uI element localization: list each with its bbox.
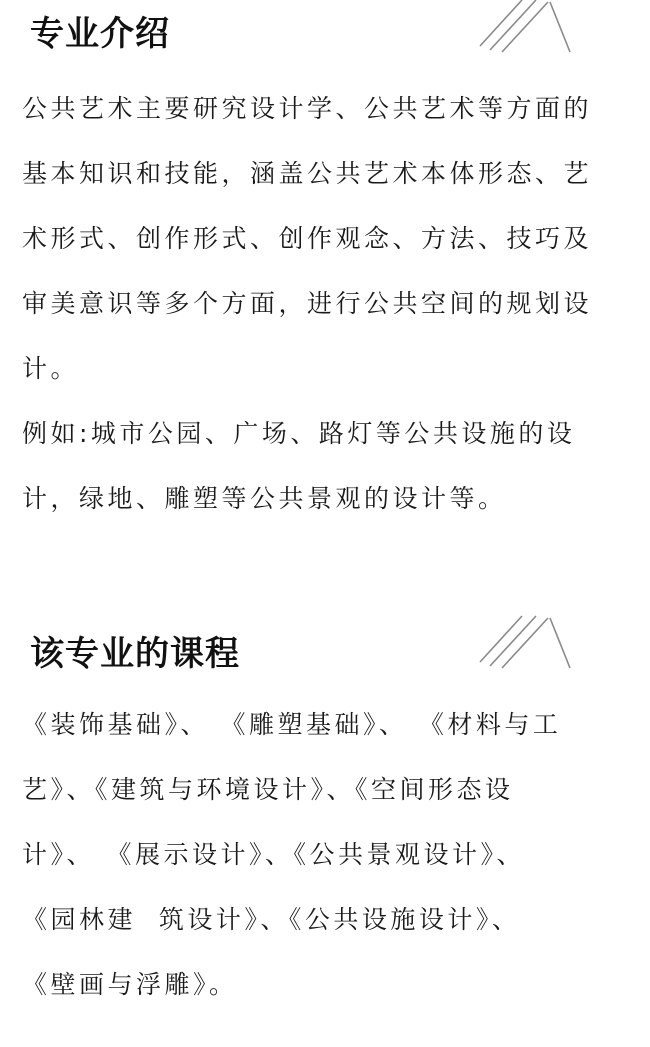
courses-heading: 该专业的课程: [30, 634, 240, 674]
intro-line-3: 术形式、创作形式、创作观念、方法、技巧及: [22, 224, 593, 253]
intro-line-2: 基本知识和技能，涵盖公共艺术本体形态、艺: [22, 159, 593, 188]
courses-line-5: 《壁画与浮雕》。: [22, 970, 238, 999]
courses-paragraph: [22, 692, 632, 1017]
diagonal-lines-decoration-icon: [478, 0, 578, 56]
intro-line-1: 公共艺术主要研究设计学、公共艺术等方面的: [22, 94, 593, 123]
intro-heading: 专业介绍: [30, 14, 170, 54]
intro-paragraph: [22, 76, 632, 531]
diagonal-lines-decoration-icon: [478, 612, 578, 672]
courses-section: [0, 600, 650, 1040]
intro-line-5: 计。: [22, 354, 80, 383]
intro-line-7: 计，绿地、雕塑等公共景观的设计等。: [22, 484, 507, 513]
courses-line-3: 计》、 《展示设计》、《公共景观设计》、: [22, 840, 525, 869]
courses-line-2: 艺》、《建筑与环境设计》、《空间形态设: [22, 775, 514, 804]
courses-line-1: 《装饰基础》、 《雕塑基础》、 《材料与工: [22, 710, 562, 739]
courses-line-4: 《园林建 筑设计》、《公共设施设计》、: [22, 905, 521, 934]
intro-line-4: 审美意识等多个方面，进行公共空间的规划设: [22, 289, 593, 318]
intro-line-6: 例如:城市公园、广场、路灯等公共设施的设: [22, 419, 576, 448]
